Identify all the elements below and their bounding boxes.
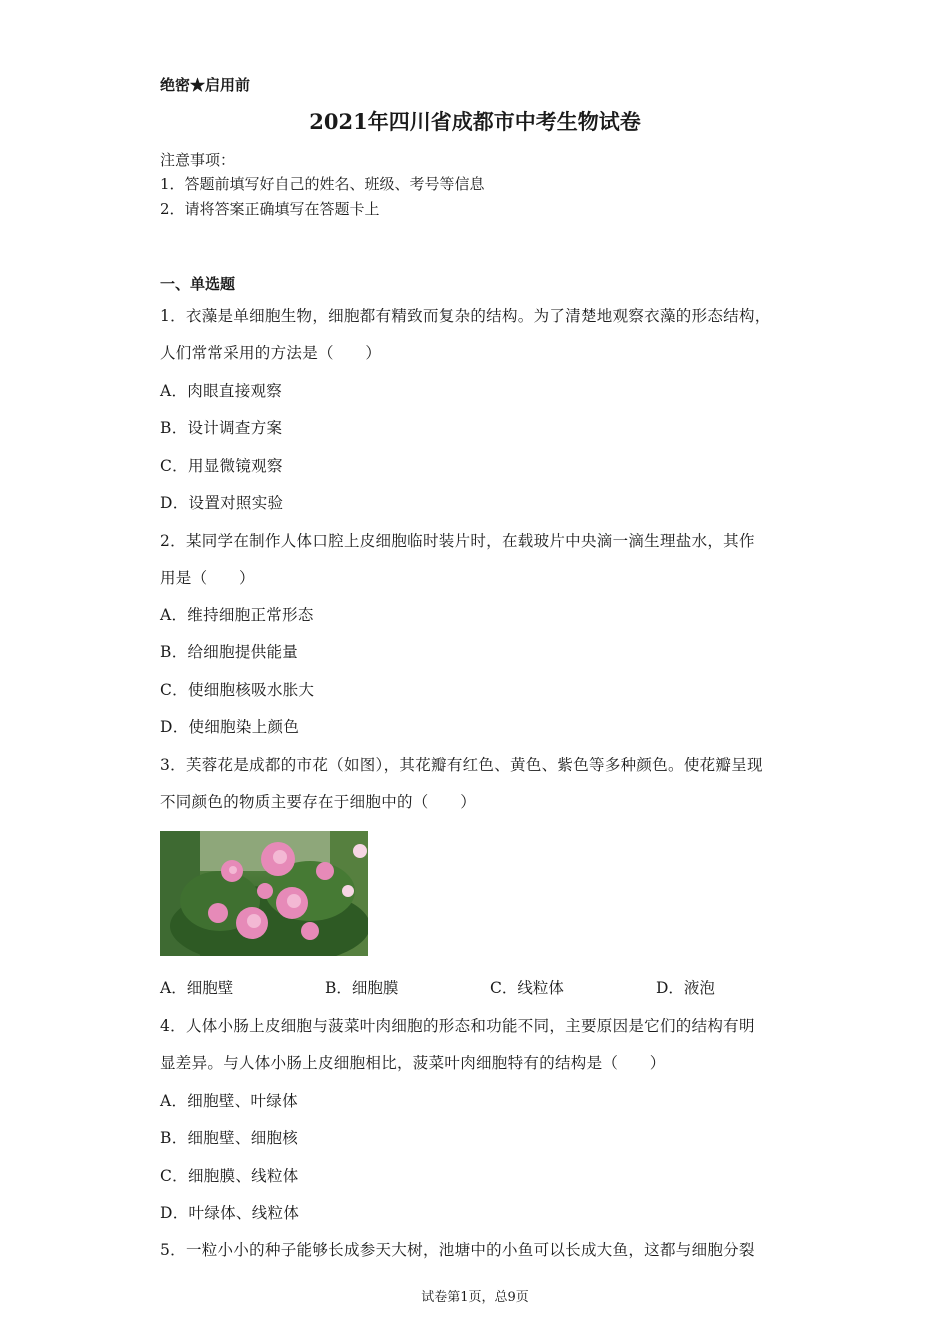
note-item-1: 1．答题前填写好自己的姓名、班级、考号等信息 (160, 175, 485, 193)
q3-option-b: B．细胞膜 (325, 979, 399, 997)
q4-stem-line1: 4．人体小肠上皮细胞与菠菜叶肉细胞的形态和功能不同，主要原因是它们的结构有明 (160, 1017, 755, 1035)
secret-label: 绝密★启用前 (160, 76, 251, 94)
notes-heading: 注意事项： (160, 151, 236, 169)
q3-stem-line1: 3．芙蓉花是成都的市花（如图），其花瓣有红色、黄色、紫色等多种颜色。使花瓣呈现 (160, 756, 763, 774)
q5-stem-line1: 5．一粒小小的种子能够长成参天大树，池塘中的小鱼可以长成大鱼，这都与细胞分裂 (160, 1241, 755, 1259)
q2-option-c: C．使细胞核吸水胀大 (160, 681, 315, 699)
page-footer: 试卷第1页，总9页 (421, 1290, 529, 1305)
q1-option-c: C．用显微镜观察 (160, 457, 283, 475)
q3-option-a: A．细胞壁 (160, 979, 234, 997)
q1-option-b: B．设计调查方案 (160, 419, 283, 437)
q3-stem-line2: 不同颜色的物质主要存在于细胞中的（ ） (160, 793, 477, 811)
q3-option-d: D．液泡 (656, 979, 715, 997)
q2-option-a: A．维持细胞正常形态 (160, 606, 314, 624)
q2-option-b: B．给细胞提供能量 (160, 643, 299, 661)
note-item-2: 2．请将答案正确填写在答题卡上 (160, 200, 380, 218)
q4-stem-line2: 显差异。与人体小肠上皮细胞相比，菠菜叶肉细胞特有的结构是（ ） (160, 1054, 666, 1072)
section-title: 一、单选题 (160, 275, 236, 293)
hibiscus-flower-photo (160, 831, 368, 956)
q4-option-c: C．细胞膜、线粒体 (160, 1167, 299, 1185)
exam-title: 2021年四川省成都市中考生物试卷 (309, 109, 641, 134)
q1-option-d: D．设置对照实验 (160, 494, 284, 512)
q2-option-d: D．使细胞染上颜色 (160, 718, 300, 736)
q3-option-c: C．线粒体 (490, 979, 564, 997)
q1-option-a: A．肉眼直接观察 (160, 382, 283, 400)
q1-stem-line1: 1．衣藻是单细胞生物，细胞都有精致而复杂的结构。为了清楚地观察衣藻的形态结构， (160, 307, 771, 325)
q4-option-b: B．细胞壁、细胞核 (160, 1129, 299, 1147)
flower-illustration (160, 831, 368, 956)
q2-stem-line2: 用是（ ） (160, 569, 255, 587)
q4-option-d: D．叶绿体、线粒体 (160, 1204, 300, 1222)
q4-option-a: A．细胞壁、叶绿体 (160, 1092, 298, 1110)
q2-stem-line1: 2．某同学在制作人体口腔上皮细胞临时装片时，在载玻片中央滴一滴生理盐水，其作 (160, 532, 755, 550)
q1-stem-line2: 人们常常采用的方法是（ ） (160, 344, 382, 362)
